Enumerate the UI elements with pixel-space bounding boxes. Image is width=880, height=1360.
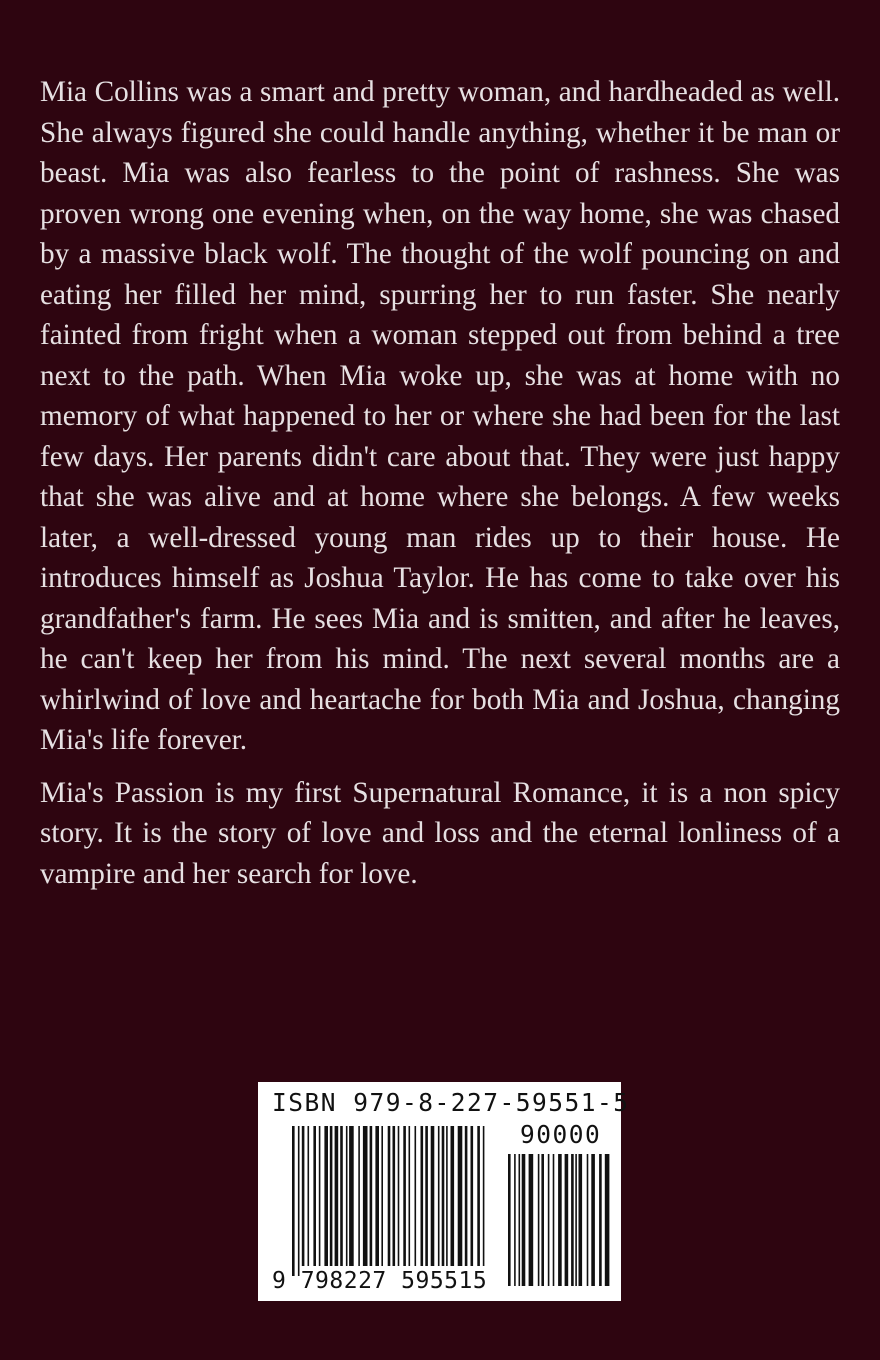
barcode-bar — [591, 1154, 595, 1286]
price-addon-number: 90000 — [520, 1120, 602, 1149]
barcode-bar — [519, 1154, 521, 1286]
barcode-bar — [548, 1154, 550, 1286]
barcode-bar — [442, 1126, 445, 1266]
barcode-bar — [508, 1154, 511, 1286]
barcode-bar — [375, 1126, 379, 1266]
isbn-number: ISBN 979-8-227-59551-5 — [272, 1088, 630, 1117]
barcode-bar — [465, 1126, 468, 1266]
barcode-bar — [529, 1154, 534, 1286]
barcode-bar — [346, 1126, 348, 1266]
barcode-bar — [370, 1126, 373, 1266]
back-cover-blurb — [40, 72, 840, 894]
ean-digits: 9 798227 595515 — [272, 1268, 488, 1294]
barcode-bar — [458, 1126, 463, 1266]
barcode-bar — [308, 1126, 310, 1266]
barcode-bar — [340, 1126, 343, 1266]
barcode-bar — [483, 1126, 485, 1266]
barcode-bar — [558, 1154, 562, 1286]
isbn-barcode — [258, 1082, 630, 1301]
barcode-bar — [349, 1126, 354, 1266]
barcode-bar — [313, 1126, 316, 1266]
barcode-bar — [471, 1126, 474, 1266]
barcode-bar — [335, 1126, 339, 1266]
ean-bars-group — [292, 1126, 484, 1276]
barcode-bar — [393, 1126, 396, 1266]
barcode-bar — [358, 1126, 360, 1266]
addon-bars-group — [508, 1154, 609, 1286]
barcode-bar — [409, 1126, 411, 1266]
barcode-bar — [330, 1126, 333, 1266]
barcode-bar — [403, 1126, 406, 1266]
barcode-bar — [571, 1154, 574, 1286]
barcode-bar — [388, 1126, 391, 1266]
barcode-bar — [425, 1126, 428, 1266]
barcode-bar — [587, 1154, 589, 1286]
barcode-bar — [446, 1126, 448, 1266]
barcode-bar — [438, 1126, 440, 1266]
barcode-bar — [363, 1126, 368, 1266]
barcode-bar — [431, 1126, 435, 1266]
barcode-bar — [565, 1154, 569, 1286]
barcode-bar — [514, 1154, 516, 1286]
barcode-bar — [324, 1126, 328, 1266]
blurb-paragraph-1: Mia Collins was a smart and pretty woman, and hardheaded as well. She always figured she could handle anything, whether it be man or beast. Mia was also fearless to the point of rashness. She was proven wrong one evening when, on the way home, she was chased by a massive black wolf. The thought of the wolf pouncing on and eating her filled her mind, spurring her to run faster. She nearly fainted from fright when a woman stepped out from behind a tree next to the path. When Mia woke up, she was at home with no memory of what happened to her or where she had been for the last few days. Her parents didn't care about that. They were just happy that she was alive and at home where she belongs. A few weeks later, a well-dressed young man rides up to their house. He introduces himself as Joshua Taylor. He has come to take over his grandfather's farm. He sees Mia and is smitten, and after he leaves, he can't keep her from his mind. The next several months are a whirlwind of love and heartache for both Mia and Joshua, changing Mia's life forever. — [40, 76, 840, 756]
barcode-bar — [477, 1126, 480, 1266]
barcode-bar — [538, 1154, 540, 1286]
barcode-bar — [421, 1126, 424, 1266]
barcode-bar — [575, 1154, 577, 1286]
barcode-bar — [319, 1126, 321, 1266]
barcode-bar — [298, 1126, 300, 1276]
barcode-bar — [579, 1154, 583, 1286]
barcode-bar — [599, 1154, 602, 1286]
barcode-bar — [302, 1126, 305, 1266]
barcode-bar — [605, 1154, 610, 1286]
barcode-bar — [398, 1126, 400, 1266]
barcode-bar — [451, 1126, 455, 1266]
barcode-bar — [415, 1126, 417, 1266]
barcode-bar — [292, 1126, 295, 1276]
barcode-bar — [553, 1154, 555, 1286]
barcode-bar — [522, 1154, 526, 1286]
barcode-bar — [381, 1126, 383, 1266]
blurb-paragraph-2: Mia's Passion is my first Supernatural Romance, it is a non spicy story. It is the story of love and loss and the eternal lonliness of a vampire and her search for love. — [40, 776, 840, 890]
barcode-bar — [541, 1154, 544, 1286]
